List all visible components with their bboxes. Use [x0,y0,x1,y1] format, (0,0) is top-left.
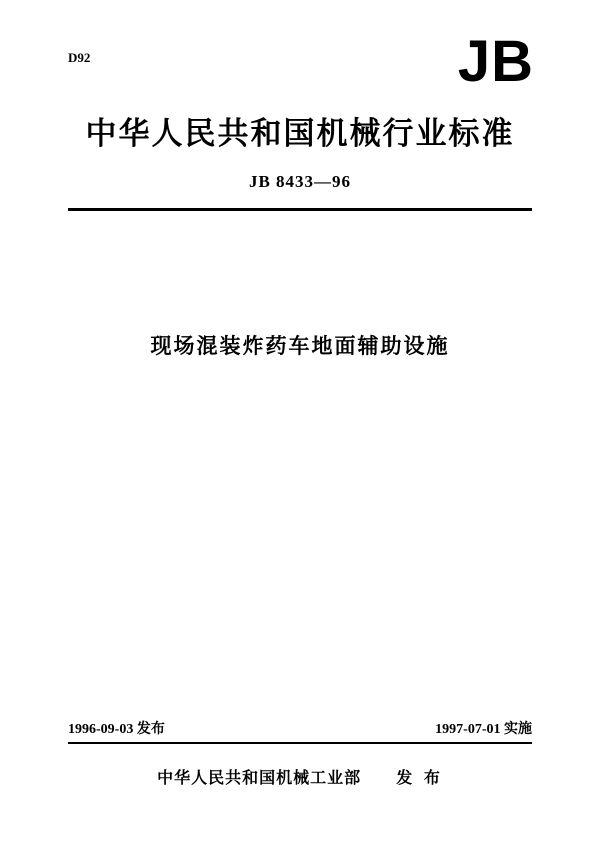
standard-number: JB 8433—96 [248,172,352,191]
publisher-name: 中华人民共和国机械工业部 [157,768,362,787]
publisher-action-label: 发 布 [396,768,443,787]
issue-date-label: 发布 [136,721,165,737]
classification-code: D92 [68,50,91,65]
footer-divider [68,742,532,744]
issue-date-block [68,718,165,738]
jb-standard-logo: JB [457,29,534,94]
page-title: 中华人民共和国机械行业标准 [85,116,515,152]
header-divider [68,208,532,211]
effective-date-label: 实施 [504,721,532,737]
effective-date-block [435,718,532,738]
effective-date-value: 1997-07-01 [435,722,501,737]
publisher-block [0,765,600,788]
document-title: 现场混装炸药车地面辅助设施 [150,334,450,358]
issue-date-value: 1996-09-03 [68,722,134,737]
